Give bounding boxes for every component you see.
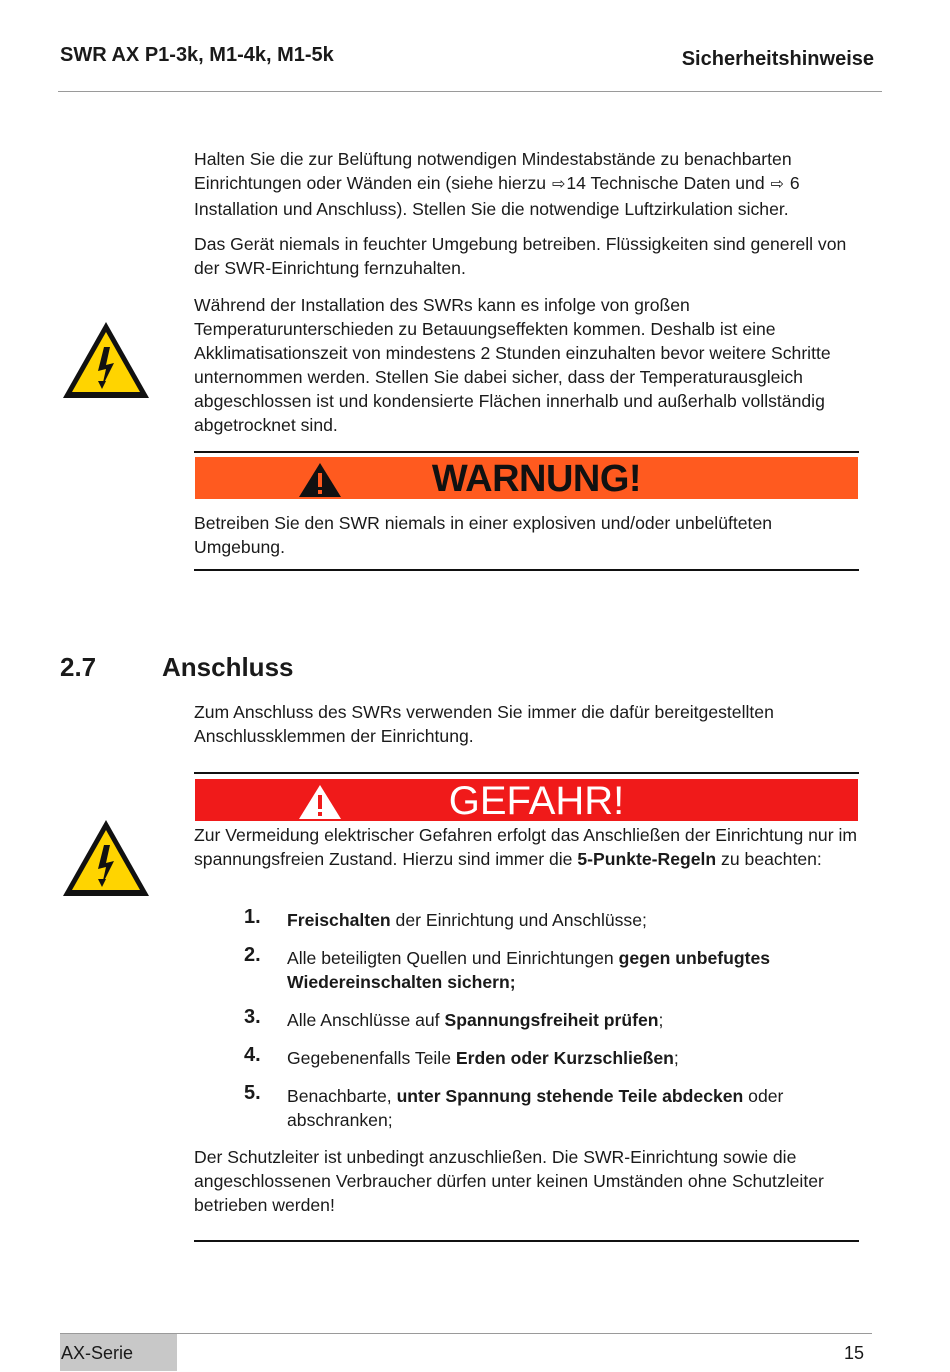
reference-arrow-icon: ⇨: [551, 176, 566, 193]
rule-bold: Freischalten: [287, 910, 391, 930]
paragraph-ventilation: [194, 147, 866, 221]
rule-item: [287, 1008, 865, 1032]
rule-item: [287, 1084, 865, 1132]
warning-top-rule: [194, 451, 859, 453]
rule-item: [287, 946, 865, 994]
cross-reference-link[interactable]: 6 Installation und Anschluss). Stellen Sie die notwendige Luftzirkulation sicher.: [194, 173, 800, 219]
page-number: 15: [843, 1343, 864, 1363]
rule-number: 2.: [244, 944, 261, 966]
rule-tail: ;: [673, 1048, 679, 1068]
danger-text: [194, 823, 866, 871]
rule-bold: Erden oder Kurzschließen: [455, 1048, 674, 1068]
cross-reference-link[interactable]: 14 Technische Daten und: [566, 173, 770, 193]
rule-number: 4.: [244, 1044, 261, 1066]
paragraph-condensation: Während der Installation des SWRs kann es infolge von großen Temperaturunterschieden zu Betauungseffekten kommen. Deshalb ist eine Akklimatisationszeit von mindestens 2 Stunden einzuhalten bevor weitere Schritte unternommen werden. Stellen Sie dabei sicher, dass der Temperaturausgleich abgeschlossen ist und kondensierte Flächen innerhalb und außerhalb vollständig abgetrocknet sind.: [194, 295, 831, 435]
danger-text-part: Zur Vermeidung elektrischer Gefahren erfolgt das Anschließen der Einrichtung nur im spannungsfreien Zustand. Hierzu sind immer die: [194, 825, 858, 869]
warning-banner: [195, 457, 858, 499]
danger-text-part: zu beachten:: [716, 849, 822, 869]
rule-item: [287, 1046, 865, 1070]
section-intro: Zum Anschluss des SWRs verwenden Sie immer die dafür bereitgestellten Anschlussklemmen der Einrichtung.: [194, 702, 774, 746]
rule-text: der Einrichtung und Anschlüsse;: [390, 910, 647, 930]
paragraph-humidity: Das Gerät niemals in feuchter Umgebung betreiben. Flüssigkeiten sind generell von der SWR-Einrichtung fernzuhalten.: [194, 234, 847, 278]
rule-number: 5.: [244, 1082, 261, 1104]
footer-series: AX-Serie: [61, 1343, 134, 1363]
danger-bottom-rule: [194, 1240, 859, 1242]
danger-banner: [195, 779, 858, 821]
rule-number: 3.: [244, 1006, 261, 1028]
warning-bottom-rule: [194, 569, 859, 571]
warning-label: WARNUNG!: [431, 458, 642, 500]
rule-tail: oder abschranken;: [287, 1086, 784, 1130]
section-number: 2.7: [60, 652, 97, 682]
rule-tail: ;: [658, 1010, 664, 1030]
paragraph-text: Halten Sie die zur Belüftung notwendigen Mindestabstände zu benachbarten Einrichtungen oder Wänden ein (siehe hierzu: [194, 149, 792, 193]
rule-bold: gegen unbefugtes Wiedereinschalten sichern;: [287, 948, 771, 992]
document-title: SWR AX P1-3k, M1-4k, M1-5k: [60, 44, 334, 66]
danger-top-rule: [194, 772, 859, 774]
chapter-title: Sicherheitshinweise: [681, 48, 874, 70]
rule-number: 1.: [244, 906, 261, 928]
electrical-hazard-icon: [60, 319, 152, 401]
rule-text: Gegebenenfalls Teile: [287, 1048, 456, 1068]
rule-bold: unter Spannung stehende Teile abdecken: [396, 1086, 744, 1106]
reference-arrow-icon: ⇨: [770, 176, 784, 193]
rule-text: Alle Anschlüsse auf: [287, 1010, 445, 1030]
section-title: Anschluss: [162, 652, 294, 682]
danger-label: GEFAHR!: [448, 779, 625, 823]
warning-text: Betreiben Sie den SWR niemals in einer explosiven und/oder unbelüfteten Umgebung.: [194, 513, 773, 557]
rule-bold: Spannungsfreiheit prüfen: [444, 1010, 659, 1030]
rule-item: [287, 908, 865, 932]
paragraph-protective-earth: Der Schutzleiter ist unbedingt anzuschließen. Die SWR-Einrichtung sowie die angeschlossenen Verbraucher dürfen unter keinen Umständen ohne Schutzleiter betrieben werden!: [194, 1147, 824, 1215]
danger-text-emphasis: 5-Punkte-Regeln: [577, 849, 717, 869]
rule-text: Benachbarte,: [287, 1086, 397, 1106]
rule-text: Alle beteiligten Quellen und Einrichtungen: [287, 948, 619, 968]
electrical-hazard-icon: [60, 817, 152, 899]
header-divider: [58, 91, 882, 92]
footer-divider: [60, 1333, 872, 1334]
